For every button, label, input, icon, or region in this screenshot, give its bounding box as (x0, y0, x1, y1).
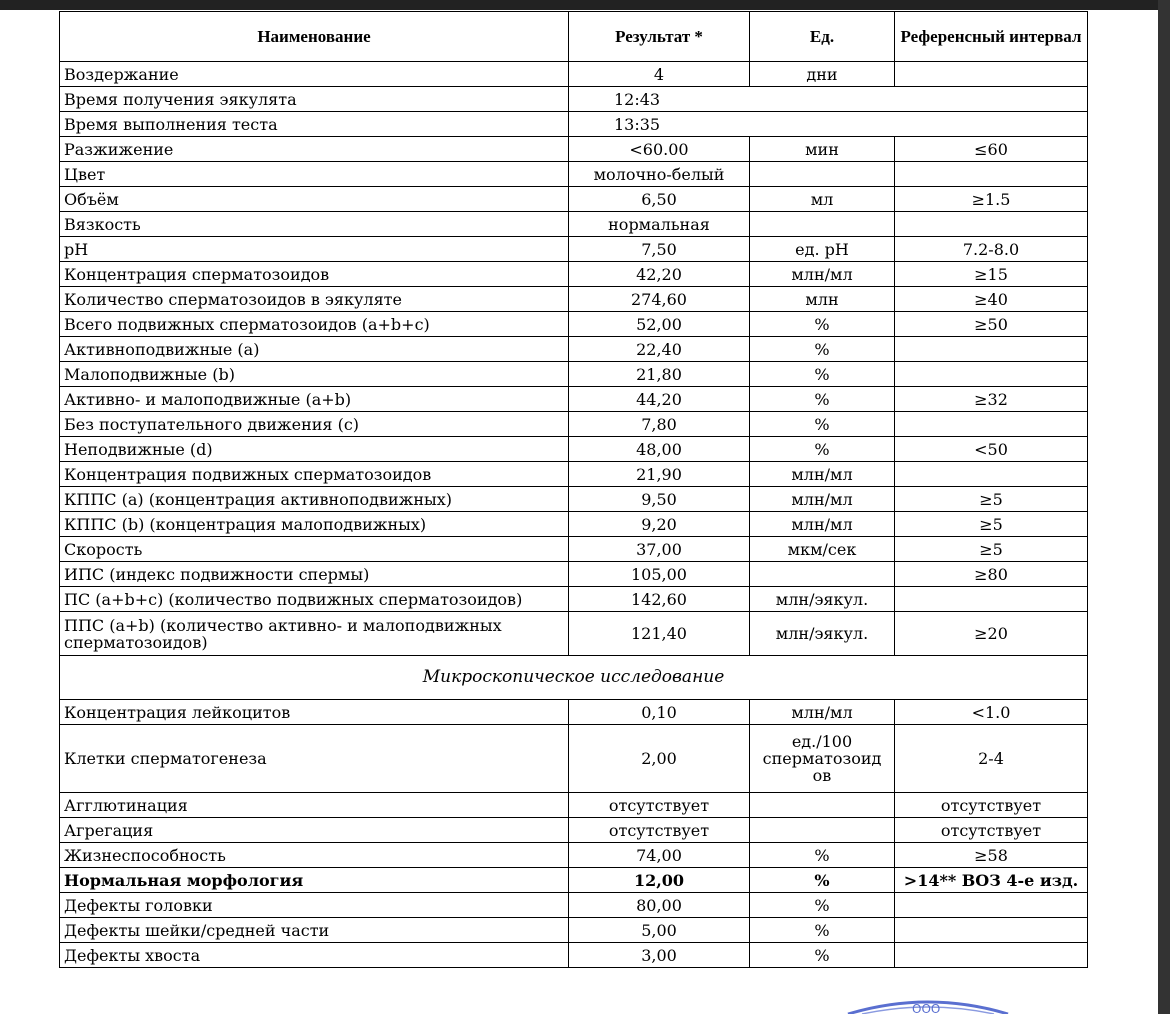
row-name-cell: Активноподвижные (a) (60, 337, 569, 362)
row-result-cell: 13:35 (569, 112, 1088, 137)
row-unit-cell: мкм/сек (750, 537, 895, 562)
row-name-cell: КППС (b) (концентрация малоподвижных) (60, 512, 569, 537)
row-unit-cell: % (750, 362, 895, 387)
row-result-cell: 7,50 (569, 237, 750, 262)
row-result-cell: 42,20 (569, 262, 750, 287)
row-unit-cell: % (750, 412, 895, 437)
row-result-cell: нормальная (569, 212, 750, 237)
header-name: Наименование (60, 12, 569, 62)
row-name-cell: ПС (a+b+c) (количество подвижных сперматозоидов) (60, 587, 569, 612)
lab-stamp-seal (838, 996, 1018, 1014)
row-name-cell: Концентрация подвижных сперматозоидов (60, 462, 569, 487)
row-result-cell: 37,00 (569, 537, 750, 562)
row-unit-cell: % (750, 437, 895, 462)
table-row (60, 187, 1088, 212)
scrollbar-track[interactable] (1158, 0, 1170, 1014)
table-row (60, 137, 1088, 162)
row-unit-cell: мл (750, 187, 895, 212)
table-row (60, 87, 1088, 112)
row-result-cell: 74,00 (569, 843, 750, 868)
row-result-cell: 12,00 (569, 868, 750, 893)
table-row (60, 793, 1088, 818)
row-reference-cell (895, 162, 1088, 187)
table-header-row (60, 12, 1088, 62)
row-reference-cell: отсутствует (895, 793, 1088, 818)
row-result-cell: молочно-белый (569, 162, 750, 187)
row-unit-cell (750, 562, 895, 587)
row-unit-cell: % (750, 893, 895, 918)
row-result-cell: 274,60 (569, 287, 750, 312)
row-result-cell: 7,80 (569, 412, 750, 437)
row-unit-cell: мин (750, 137, 895, 162)
row-unit-cell: % (750, 943, 895, 968)
row-reference-cell: ≥40 (895, 287, 1088, 312)
table-row (60, 537, 1088, 562)
row-name-cell: pH (60, 237, 569, 262)
section-header-row (60, 656, 1088, 700)
row-name-cell: Активно- и малоподвижные (a+b) (60, 387, 569, 412)
row-name-cell: Разжижение (60, 137, 569, 162)
row-reference-cell: ≥80 (895, 562, 1088, 587)
row-result-cell: 3,00 (569, 943, 750, 968)
table-row (60, 918, 1088, 943)
row-name-cell: Время выполнения теста (60, 112, 569, 137)
row-name-cell: Нормальная морфология (60, 868, 569, 893)
row-result-cell: 6,50 (569, 187, 750, 212)
row-name-cell: Объём (60, 187, 569, 212)
row-reference-cell: >14** ВОЗ 4-е изд. (895, 868, 1088, 893)
row-unit-cell: ед./100 сперматозоид ов (750, 725, 895, 793)
row-result-cell: 4 (569, 62, 750, 87)
table-row (60, 487, 1088, 512)
row-name-cell: Клетки сперматогенеза (60, 725, 569, 793)
row-name-cell: Всего подвижных сперматозоидов (a+b+c) (60, 312, 569, 337)
row-name-cell: Время получения эякулята (60, 87, 569, 112)
row-result-cell: 22,40 (569, 337, 750, 362)
table-row (60, 512, 1088, 537)
row-name-cell: ППС (a+b) (количество активно- и малоподвижных сперматозоидов) (60, 612, 569, 656)
table-row (60, 612, 1088, 656)
table-row (60, 212, 1088, 237)
header-result: Результат * (569, 12, 750, 62)
row-reference-cell: <1.0 (895, 700, 1088, 725)
svg-text:ООО: ООО (912, 1002, 941, 1014)
row-result-cell: отсутствует (569, 793, 750, 818)
row-reference-cell: ≥5 (895, 512, 1088, 537)
row-reference-cell: 7.2-8.0 (895, 237, 1088, 262)
row-unit-cell: млн/мл (750, 487, 895, 512)
row-result-cell: 48,00 (569, 437, 750, 462)
row-reference-cell (895, 893, 1088, 918)
table-row (60, 562, 1088, 587)
row-reference-cell: ≤60 (895, 137, 1088, 162)
row-reference-cell (895, 587, 1088, 612)
row-unit-cell: % (750, 868, 895, 893)
row-reference-cell (895, 362, 1088, 387)
row-result-cell: 80,00 (569, 893, 750, 918)
table-row (60, 237, 1088, 262)
row-reference-cell (895, 337, 1088, 362)
row-result-cell: 0,10 (569, 700, 750, 725)
top-dark-bar (0, 0, 1170, 10)
row-reference-cell: ≥15 (895, 262, 1088, 287)
row-reference-cell: ≥5 (895, 537, 1088, 562)
row-unit-cell (750, 818, 895, 843)
row-unit-cell: млн/эякул. (750, 587, 895, 612)
table-row (60, 868, 1088, 893)
row-unit-cell: % (750, 312, 895, 337)
row-unit-cell: ед. pH (750, 237, 895, 262)
table-row (60, 162, 1088, 187)
table-row (60, 700, 1088, 725)
row-name-cell: КППС (a) (концентрация активноподвижных) (60, 487, 569, 512)
table-row (60, 112, 1088, 137)
row-unit-cell (750, 212, 895, 237)
row-name-cell: Концентрация лейкоцитов (60, 700, 569, 725)
row-name-cell: Малоподвижные (b) (60, 362, 569, 387)
table-row (60, 62, 1088, 87)
table-row (60, 412, 1088, 437)
row-unit-cell: % (750, 337, 895, 362)
row-name-cell: ИПС (индекс подвижности спермы) (60, 562, 569, 587)
row-reference-cell (895, 943, 1088, 968)
row-name-cell: Агглютинация (60, 793, 569, 818)
row-name-cell: Дефекты хвоста (60, 943, 569, 968)
row-name-cell: Вязкость (60, 212, 569, 237)
header-reference: Референсный интервал (895, 12, 1088, 62)
row-name-cell: Цвет (60, 162, 569, 187)
row-reference-cell (895, 918, 1088, 943)
row-unit-cell: млн/эякул. (750, 612, 895, 656)
row-reference-cell: ≥5 (895, 487, 1088, 512)
row-reference-cell (895, 212, 1088, 237)
row-name-cell: Воздержание (60, 62, 569, 87)
table-row (60, 725, 1088, 793)
row-unit-cell: млн/мл (750, 700, 895, 725)
row-unit-cell: млн/мл (750, 462, 895, 487)
table-row (60, 362, 1088, 387)
row-result-cell: 105,00 (569, 562, 750, 587)
row-reference-cell: <50 (895, 437, 1088, 462)
table-row (60, 843, 1088, 868)
row-reference-cell: ≥58 (895, 843, 1088, 868)
row-reference-cell (895, 462, 1088, 487)
row-result-cell: 9,20 (569, 512, 750, 537)
row-unit-cell: % (750, 387, 895, 412)
row-reference-cell: 2-4 (895, 725, 1088, 793)
row-name-cell: Количество сперматозоидов в эякуляте (60, 287, 569, 312)
table-row (60, 587, 1088, 612)
row-result-cell: 121,40 (569, 612, 750, 656)
row-name-cell: Жизнеспособность (60, 843, 569, 868)
row-unit-cell (750, 793, 895, 818)
row-reference-cell: ≥20 (895, 612, 1088, 656)
table-row (60, 337, 1088, 362)
row-name-cell: Неподвижные (d) (60, 437, 569, 462)
table-row (60, 818, 1088, 843)
row-unit-cell: % (750, 918, 895, 943)
table-row (60, 943, 1088, 968)
row-reference-cell: ≥32 (895, 387, 1088, 412)
row-result-cell: 21,80 (569, 362, 750, 387)
table-row (60, 462, 1088, 487)
section-title: Микроскопическое исследование (60, 656, 1088, 700)
row-name-cell: Агрегация (60, 818, 569, 843)
row-unit-cell: млн (750, 287, 895, 312)
header-unit: Ед. (750, 12, 895, 62)
row-result-cell: 5,00 (569, 918, 750, 943)
row-name-cell: Дефекты головки (60, 893, 569, 918)
row-name-cell: Концентрация сперматозоидов (60, 262, 569, 287)
row-reference-cell (895, 62, 1088, 87)
row-reference-cell: отсутствует (895, 818, 1088, 843)
row-reference-cell: ≥50 (895, 312, 1088, 337)
table-row (60, 287, 1088, 312)
row-result-cell: <60.00 (569, 137, 750, 162)
row-reference-cell (895, 412, 1088, 437)
table-row (60, 437, 1088, 462)
row-name-cell: Дефекты шейки/средней части (60, 918, 569, 943)
row-reference-cell: ≥1.5 (895, 187, 1088, 212)
row-result-cell: 12:43 (569, 87, 1088, 112)
row-unit-cell: млн/мл (750, 512, 895, 537)
row-unit-cell: дни (750, 62, 895, 87)
row-unit-cell: млн/мл (750, 262, 895, 287)
row-result-cell: отсутствует (569, 818, 750, 843)
table-row (60, 387, 1088, 412)
row-result-cell: 142,60 (569, 587, 750, 612)
row-unit-cell: % (750, 843, 895, 868)
row-name-cell: Без поступательного движения (c) (60, 412, 569, 437)
table-row (60, 893, 1088, 918)
row-result-cell: 21,90 (569, 462, 750, 487)
analysis-results-table (59, 11, 1088, 968)
row-unit-cell (750, 162, 895, 187)
table-row (60, 262, 1088, 287)
row-name-cell: Скорость (60, 537, 569, 562)
table-row (60, 312, 1088, 337)
row-result-cell: 44,20 (569, 387, 750, 412)
row-result-cell: 2,00 (569, 725, 750, 793)
row-result-cell: 52,00 (569, 312, 750, 337)
row-result-cell: 9,50 (569, 487, 750, 512)
